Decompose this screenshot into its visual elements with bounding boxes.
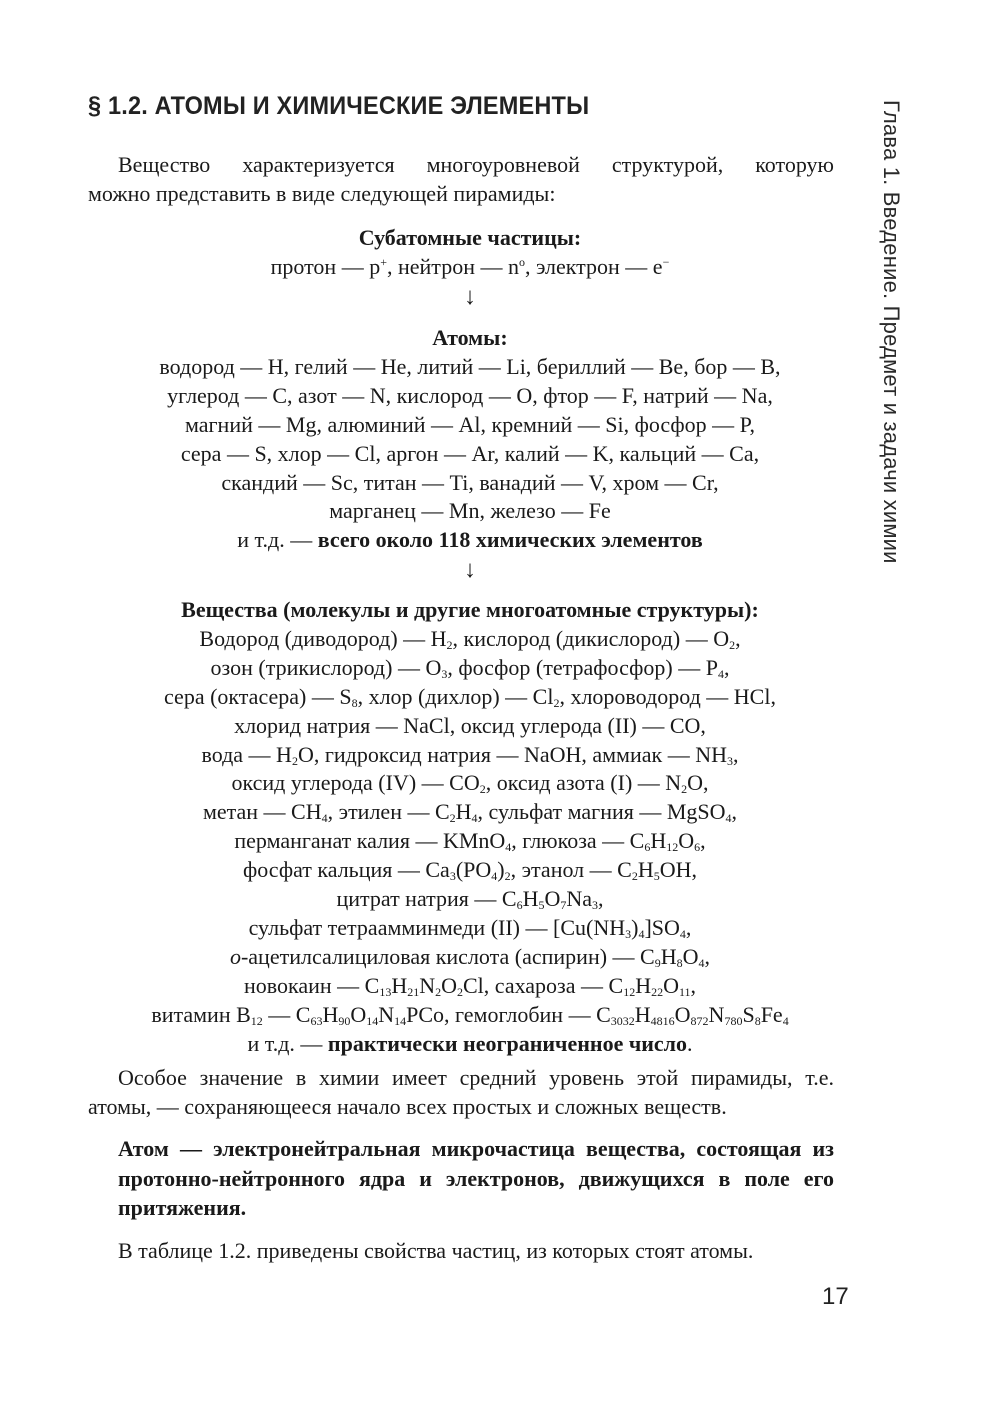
atoms-line: водород — H, гелий — He, литий — Li, бериллий — Be, бор — B, — [159, 353, 781, 379]
subscript: 2 — [449, 811, 456, 826]
subscript: 5 — [653, 869, 660, 884]
subscript: 3 — [449, 869, 456, 884]
formula-text: O — [663, 972, 679, 998]
substance-line — [88, 741, 852, 770]
neutron-charge: o — [518, 254, 525, 269]
formula-text: витамин B — [151, 1001, 251, 1027]
subscript: 5 — [538, 898, 545, 913]
subscript: 14 — [366, 1013, 379, 1028]
formula-text: H — [660, 943, 677, 969]
electron-text: , электрон — e — [524, 253, 663, 279]
substance-line — [88, 885, 852, 914]
formula-text: , — [733, 741, 739, 767]
intro-line-1: Вещество характеризуется многоуровневой структурой, которую — [118, 152, 834, 177]
formula-text: сера (октасера) — S — [164, 683, 352, 709]
formula-text: O — [350, 1001, 367, 1027]
substances-block — [88, 596, 852, 1059]
formula-text: сульфат тетраамминмеди (II) — [Cu(NH — [248, 914, 626, 940]
subscript: 12 — [666, 840, 679, 855]
formula-text: N — [419, 972, 436, 998]
formula-text: , этилен — C — [327, 799, 450, 825]
formula-text: , этанол — C — [510, 857, 632, 883]
page-number: 17 — [822, 1283, 849, 1310]
formula-text: — C — [262, 1001, 311, 1027]
subscript: 2 — [291, 753, 298, 768]
subscript: 8 — [754, 1013, 761, 1028]
formula-text: H — [637, 857, 654, 883]
formula-text: , — [735, 625, 741, 651]
atoms-line: углерод — C, азот — N, кислород — O, фтор — F, натрий — Na, — [167, 382, 773, 408]
formula-text: (PO — [455, 857, 492, 883]
formula-text: O — [678, 828, 695, 854]
substance-line — [88, 1001, 852, 1030]
formula-text: H — [322, 1001, 339, 1027]
subscript: 2 — [446, 637, 453, 652]
substances-etc-bold: практически неограниченное число — [327, 1030, 688, 1056]
proton-text: протон — p — [270, 253, 381, 279]
formula-text: -ацетилсалициловая кислота (аспирин) — C — [240, 943, 655, 969]
formula-text: S — [742, 1001, 755, 1027]
subscript: 11 — [678, 984, 691, 999]
formula-text: Na — [566, 886, 593, 912]
formula-text: PCo, гемоглобин — C — [406, 1001, 611, 1027]
subscript: 2 — [631, 869, 638, 884]
formula-text: , кислород (дикислород) — O — [452, 625, 730, 651]
formula-text: N — [708, 1001, 725, 1027]
substance-line — [88, 769, 852, 798]
substances-etc-suffix: . — [687, 1030, 693, 1056]
atoms-significance-paragraph-cont — [88, 1092, 834, 1121]
down-arrow-icon: ↓ — [464, 557, 476, 584]
formula-text: ) — [497, 857, 505, 883]
subscript: 8 — [351, 695, 358, 710]
subscript: 13 — [379, 984, 392, 999]
subscript: 2 — [681, 782, 688, 797]
substance-line — [88, 654, 852, 683]
subatomic-block — [88, 224, 852, 312]
substance-line — [88, 827, 852, 856]
significance-line-2: атомы, — сохраняющееся начало всех простых и сложных веществ. — [88, 1094, 727, 1119]
subatomic-title: Субатомные частицы: — [358, 225, 582, 250]
atoms-title: Атомы: — [432, 325, 508, 350]
subscript: 7 — [560, 898, 567, 913]
subscript: 12 — [623, 984, 636, 999]
subscript: 4 — [725, 811, 732, 826]
subscript: 4 — [679, 926, 686, 941]
subscript: 3 — [727, 753, 733, 768]
formula-text: озон (трикислород) — O — [210, 654, 442, 680]
subscript: 3 — [625, 926, 632, 941]
subscript: 3 — [592, 898, 599, 913]
subscript: 63 — [310, 1013, 323, 1028]
subatomic-particles — [88, 253, 852, 282]
atoms-line: марганец — Mn, железо — Fe — [329, 498, 611, 524]
formula-text: вода — H — [201, 741, 292, 767]
formula-text: O — [544, 886, 561, 912]
substance-line — [88, 683, 852, 712]
formula-text: , фосфор (тетрафосфор) — P — [447, 654, 718, 680]
subscript: 2 — [479, 782, 486, 797]
subscript: 3032 — [610, 1013, 635, 1028]
section-heading: § 1.2. АТОМЫ И ХИМИЧЕСКИЕ ЭЛЕМЕНТЫ — [88, 92, 590, 120]
subscript: 8 — [676, 955, 683, 970]
subscript: 4 — [491, 869, 498, 884]
formula-text: H — [650, 828, 667, 854]
atom-definition: Атом — электронейтральная микрочастица вещества, состоящая из протонно-нейтронного ядра и электронов, движущихся в поле его притяжения. — [118, 1136, 834, 1220]
formula-text: , сульфат магния — MgSO — [477, 799, 726, 825]
formula-text: H — [634, 1001, 651, 1027]
formula-text: , хлор (дихлор) — Cl — [357, 683, 554, 709]
subscript: 2 — [504, 869, 511, 884]
atoms-block — [88, 324, 852, 585]
subscript: 872 — [690, 1013, 709, 1028]
subscript: 90 — [338, 1013, 351, 1028]
subscript: 4816 — [650, 1013, 675, 1028]
substance-line — [88, 856, 852, 885]
atoms-etc-prefix: и т.д. — — [237, 527, 318, 553]
formula-text: ]SO — [644, 914, 680, 940]
table-reference-paragraph: В таблице 1.2. приведены свойства частиц, из которых стоят атомы. — [118, 1238, 754, 1263]
formula-text: оксид углерода (IV) — CO — [231, 770, 480, 796]
neutron-text: , нейтрон — n — [387, 253, 519, 279]
proton-charge: + — [380, 254, 387, 269]
intro-paragraph — [88, 150, 834, 179]
subscript: 3 — [441, 666, 448, 681]
atoms-etc-bold: всего около 118 химических элементов — [317, 527, 703, 553]
subscript: 4 — [717, 666, 724, 681]
formula-text: , — [723, 654, 730, 680]
formula-text: H — [522, 886, 539, 912]
formula-text: метан — CH — [202, 799, 322, 825]
formula-text: o — [229, 943, 241, 969]
atoms-line: магний — Mg, алюминий — Al, кремний — Si, фосфор — P, — [185, 411, 755, 437]
subscript: 14 — [394, 1013, 407, 1028]
formula-text: , — [685, 914, 692, 940]
subscript: 4 — [321, 811, 328, 826]
running-header: Глава 1. Введение. Предмет и задачи химии — [879, 100, 904, 564]
intro-paragraph-cont — [88, 179, 834, 208]
formula-text: , — [598, 886, 604, 912]
formula-text: O — [441, 972, 457, 998]
formula-text: O — [674, 1001, 691, 1027]
formula-text: , — [704, 943, 711, 969]
substances-etc-prefix: и т.д. — — [247, 1030, 328, 1056]
subscript: 2 — [457, 984, 463, 999]
electron-charge: − — [662, 254, 670, 269]
subscript: 21 — [407, 984, 420, 999]
subscript: 2 — [435, 984, 442, 999]
formula-text: цитрат натрия — C — [336, 886, 517, 912]
atoms-line: сера — S, хлор — Cl, аргон — Ar, калий — K, кальций — Ca, — [180, 440, 760, 466]
formula-text: перманганат калия — KMnO — [234, 828, 506, 854]
intro-line-2: можно представить в виде следующей пирамиды: — [88, 181, 556, 206]
substance-line — [88, 943, 852, 972]
subscript: 4 — [505, 840, 512, 855]
formula-text: фосфат кальция — Ca — [242, 857, 450, 883]
subscript: 2 — [729, 637, 736, 652]
formula-text: , глюкоза — C — [511, 828, 645, 854]
formula-text: , оксид азота (I) — N — [485, 770, 682, 796]
down-arrow-icon: ↓ — [464, 283, 476, 310]
subscript: 4 — [698, 955, 705, 970]
formula-text: H — [455, 799, 472, 825]
formula-text: O, — [687, 770, 709, 796]
formula-text: Cl, сахароза — C — [463, 972, 624, 998]
subscript: 6 — [694, 840, 701, 855]
formula-text: O — [682, 943, 699, 969]
subscript: 4 — [638, 926, 645, 941]
formula-text: , — [700, 828, 706, 854]
subscript: 4 — [471, 811, 478, 826]
formula-text: ) — [631, 914, 639, 940]
substance-line — [88, 712, 852, 741]
formula-text: O, гидроксид натрия — NaOH, аммиак — NH — [297, 741, 727, 767]
subscript: 4 — [782, 1013, 789, 1028]
formula-text: OH, — [659, 857, 698, 883]
formula-text: , — [690, 972, 697, 998]
formula-text: Fe — [760, 1001, 783, 1027]
significance-line-1: Особое значение в химии имеет средний уровень этой пирамиды, т.е. — [118, 1065, 834, 1090]
subscript: 6 — [516, 898, 523, 913]
subscript: 6 — [644, 840, 651, 855]
formula-text: , — [731, 799, 738, 825]
formula-text: Водород (диводород) — H — [199, 625, 447, 651]
substances-title: Вещества (молекулы и другие многоатомные структуры): — [181, 597, 759, 622]
subscript: 9 — [654, 955, 661, 970]
formula-text: H — [635, 972, 652, 998]
substance-line — [88, 625, 852, 654]
formula-text: H — [391, 972, 408, 998]
substance-line — [88, 798, 852, 827]
substance-line — [88, 914, 852, 943]
subscript: 22 — [651, 984, 664, 999]
formula-text: новокаин — C — [243, 972, 380, 998]
atoms-etc — [88, 526, 852, 555]
formula-text: N — [378, 1001, 395, 1027]
substance-line — [88, 972, 852, 1001]
formula-text: хлорид натрия — NaCl, оксид углерода (II) — CO, — [234, 712, 706, 738]
atoms-significance-paragraph — [88, 1063, 834, 1092]
substances-etc — [88, 1030, 852, 1059]
subscript: 2 — [553, 695, 560, 710]
subscript: 780 — [724, 1013, 743, 1028]
formula-text: , хлороводород — HCl, — [559, 683, 776, 709]
substances-list — [88, 625, 852, 1030]
atoms-line: скандий — Sc, титан — Ti, ванадий — V, хром — Cr, — [221, 469, 719, 495]
subscript: 12 — [250, 1013, 263, 1028]
